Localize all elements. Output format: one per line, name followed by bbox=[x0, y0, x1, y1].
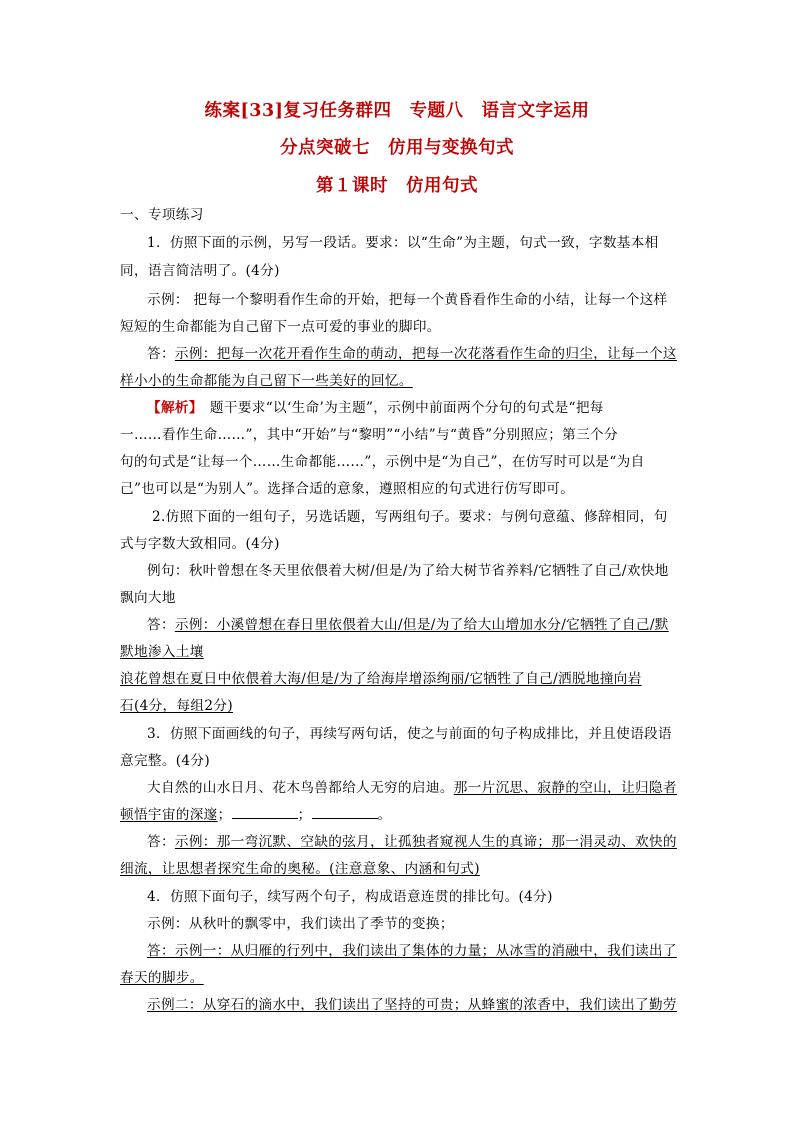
q2-answer-text-group2: 浪花曾想在夏日中依偎着大海/但是/为了给海岸增添绚丽/它牺牲了自己/洒脱地撞向岩 bbox=[120, 671, 642, 687]
q4-answer-line1 bbox=[147, 942, 680, 960]
q1-answer-text-cont: 样小小的生命都能为自己留下一些美好的回忆。 bbox=[120, 373, 413, 389]
analysis-tag: 【解析】 bbox=[147, 400, 196, 416]
q3-underlined-sentence: 那一片沉思、寂静的空山，让归隐者 bbox=[453, 780, 677, 796]
q1-answer-line1 bbox=[147, 345, 680, 363]
q1-example-line2: 短短的生命都能为自己留下一点可爱的事业的脚印。 bbox=[120, 319, 441, 335]
answer-label: 答： bbox=[147, 617, 175, 633]
q4-answer-line3 bbox=[147, 996, 680, 1014]
q2-prompt-line2: 式与字数大致相同。(4分) bbox=[120, 536, 280, 552]
q2-answer-line2 bbox=[120, 643, 680, 661]
q2-example-line2: 飘向大地 bbox=[120, 590, 176, 606]
answer-label: 答： bbox=[147, 834, 175, 850]
q2-answer-score: 石(4分，每组2分) bbox=[120, 698, 233, 714]
q4-prompt: 4．仿照下面句子，续写两个句子，构成语意连贯的排比句。(4分) bbox=[147, 889, 553, 905]
q3-passage-line2 bbox=[120, 806, 680, 824]
q1-example-line1: 示例： 把每一个黎明看作生命的开始，把每一个黄昏看作生命的小结，让每一个这样 bbox=[147, 292, 668, 308]
exercise-title: 练案[33]复习任务群四 专题八 语言文字运用 bbox=[204, 101, 590, 121]
q3-answer-line2 bbox=[120, 860, 680, 878]
section-heading: 一、专项练习 bbox=[120, 207, 204, 223]
q4-answer-text-cont: 春天的脚步。 bbox=[120, 970, 204, 986]
q1-prompt-line2: 同，语言简洁明了。(4分) bbox=[120, 263, 280, 279]
q3-blank-2[interactable] bbox=[312, 806, 378, 819]
q3-answer-text: 示例：那一弯沉默、空缺的弦月，让孤独者窥视人生的真谛；那一涓灵动、欢快的 bbox=[174, 834, 677, 850]
q3-underlined-sentence-cont: 顿悟宇宙的深邃 bbox=[120, 807, 218, 823]
q3-passage-line1 bbox=[147, 779, 680, 797]
topic-subtitle: 分点突破七 仿用与变换句式 bbox=[280, 138, 514, 158]
q3-passage-text: 大自然的山水日月、花木鸟兽都给人无穷的启迪。 bbox=[147, 780, 454, 796]
q1-answer-text: 示例：把每一次花开看作生命的萌动，把每一次花落看作生命的归尘，让每一个这 bbox=[174, 346, 677, 362]
q3-period: 。 bbox=[377, 807, 392, 823]
q3-answer-line1 bbox=[147, 833, 680, 851]
q2-answer-text-cont: 默地渗入土壤 bbox=[120, 644, 204, 660]
q3-prompt-line1: 3．仿照下面画线的句子，再续写两句话，使之与前面的句子构成排比，并且使语段语 bbox=[147, 726, 672, 742]
q2-answer-line1 bbox=[147, 616, 680, 634]
q2-answer-text: 示例：小溪曾想在春日里依偎着大山/但是/为了给大山增加水分/它牺牲了自己/默 bbox=[174, 617, 669, 633]
q1-analysis-line3: 句的句式是“让每一个……生命都能……”，示例中是“为自己”，在仿写时可以是“为自 bbox=[120, 454, 645, 470]
q3-answer-text-cont: 细流，让思想者探究生命的奥秘。(注意意象、内涵和句式) bbox=[120, 861, 480, 877]
q3-blank-1[interactable] bbox=[232, 806, 298, 819]
q4-answer-example-2: 示例二：从穿石的滴水中，我们读出了坚持的可贵；从蜂蜜的浓香中，我们读出了勤劳 bbox=[147, 997, 677, 1013]
q4-answer-line2 bbox=[120, 969, 680, 987]
q1-answer-line2 bbox=[120, 372, 680, 390]
q1-prompt-line1: 1．仿照下面的示例，另写一段话。要求：以“生命”为主题，句式一致，字数基本相 bbox=[147, 235, 659, 251]
answer-label: 答： bbox=[147, 346, 175, 362]
q2-answer-line3 bbox=[120, 670, 680, 688]
q3-prompt-line2: 意完整。(4分) bbox=[120, 753, 211, 769]
q1-analysis-line4: 己”也可以是“为别人”。选择合适的意象，遵照相应的句式进行仿写即可。 bbox=[120, 481, 575, 497]
q2-example-line1: 例句：秋叶曾想在冬天里依偎着大树/但是/为了给大树节省养料/它牺牲了自己/欢快地 bbox=[147, 563, 669, 579]
q1-analysis-line1 bbox=[147, 399, 680, 417]
q3-separator-2: ； bbox=[297, 807, 312, 823]
q3-separator: ； bbox=[217, 807, 232, 823]
q4-answer-text: 示例一：从归雁的行列中，我们读出了集体的力量；从冰雪的消融中，我们读出了 bbox=[174, 943, 677, 959]
lesson-subtitle: 第１课时 仿用句式 bbox=[316, 176, 478, 196]
q2-prompt-line1: 2.仿照下面的一组句子，另选话题，写两组句子。要求：与例句意蕴、修辞相同，句 bbox=[152, 509, 668, 525]
q4-example: 示例：从秋叶的飘零中，我们读出了季节的变换； bbox=[147, 916, 454, 932]
q1-analysis-line2: 一……看作生命……”，其中“开始”与“黎明”“小结”与“黄昏”分别照应；第三个分 bbox=[120, 427, 618, 443]
answer-label: 答： bbox=[147, 943, 175, 959]
q1-analysis-text: 题干要求“以‘生命’为主题”，示例中前面两个分句的句式是“把每 bbox=[195, 400, 604, 416]
q2-answer-line4 bbox=[120, 697, 680, 715]
